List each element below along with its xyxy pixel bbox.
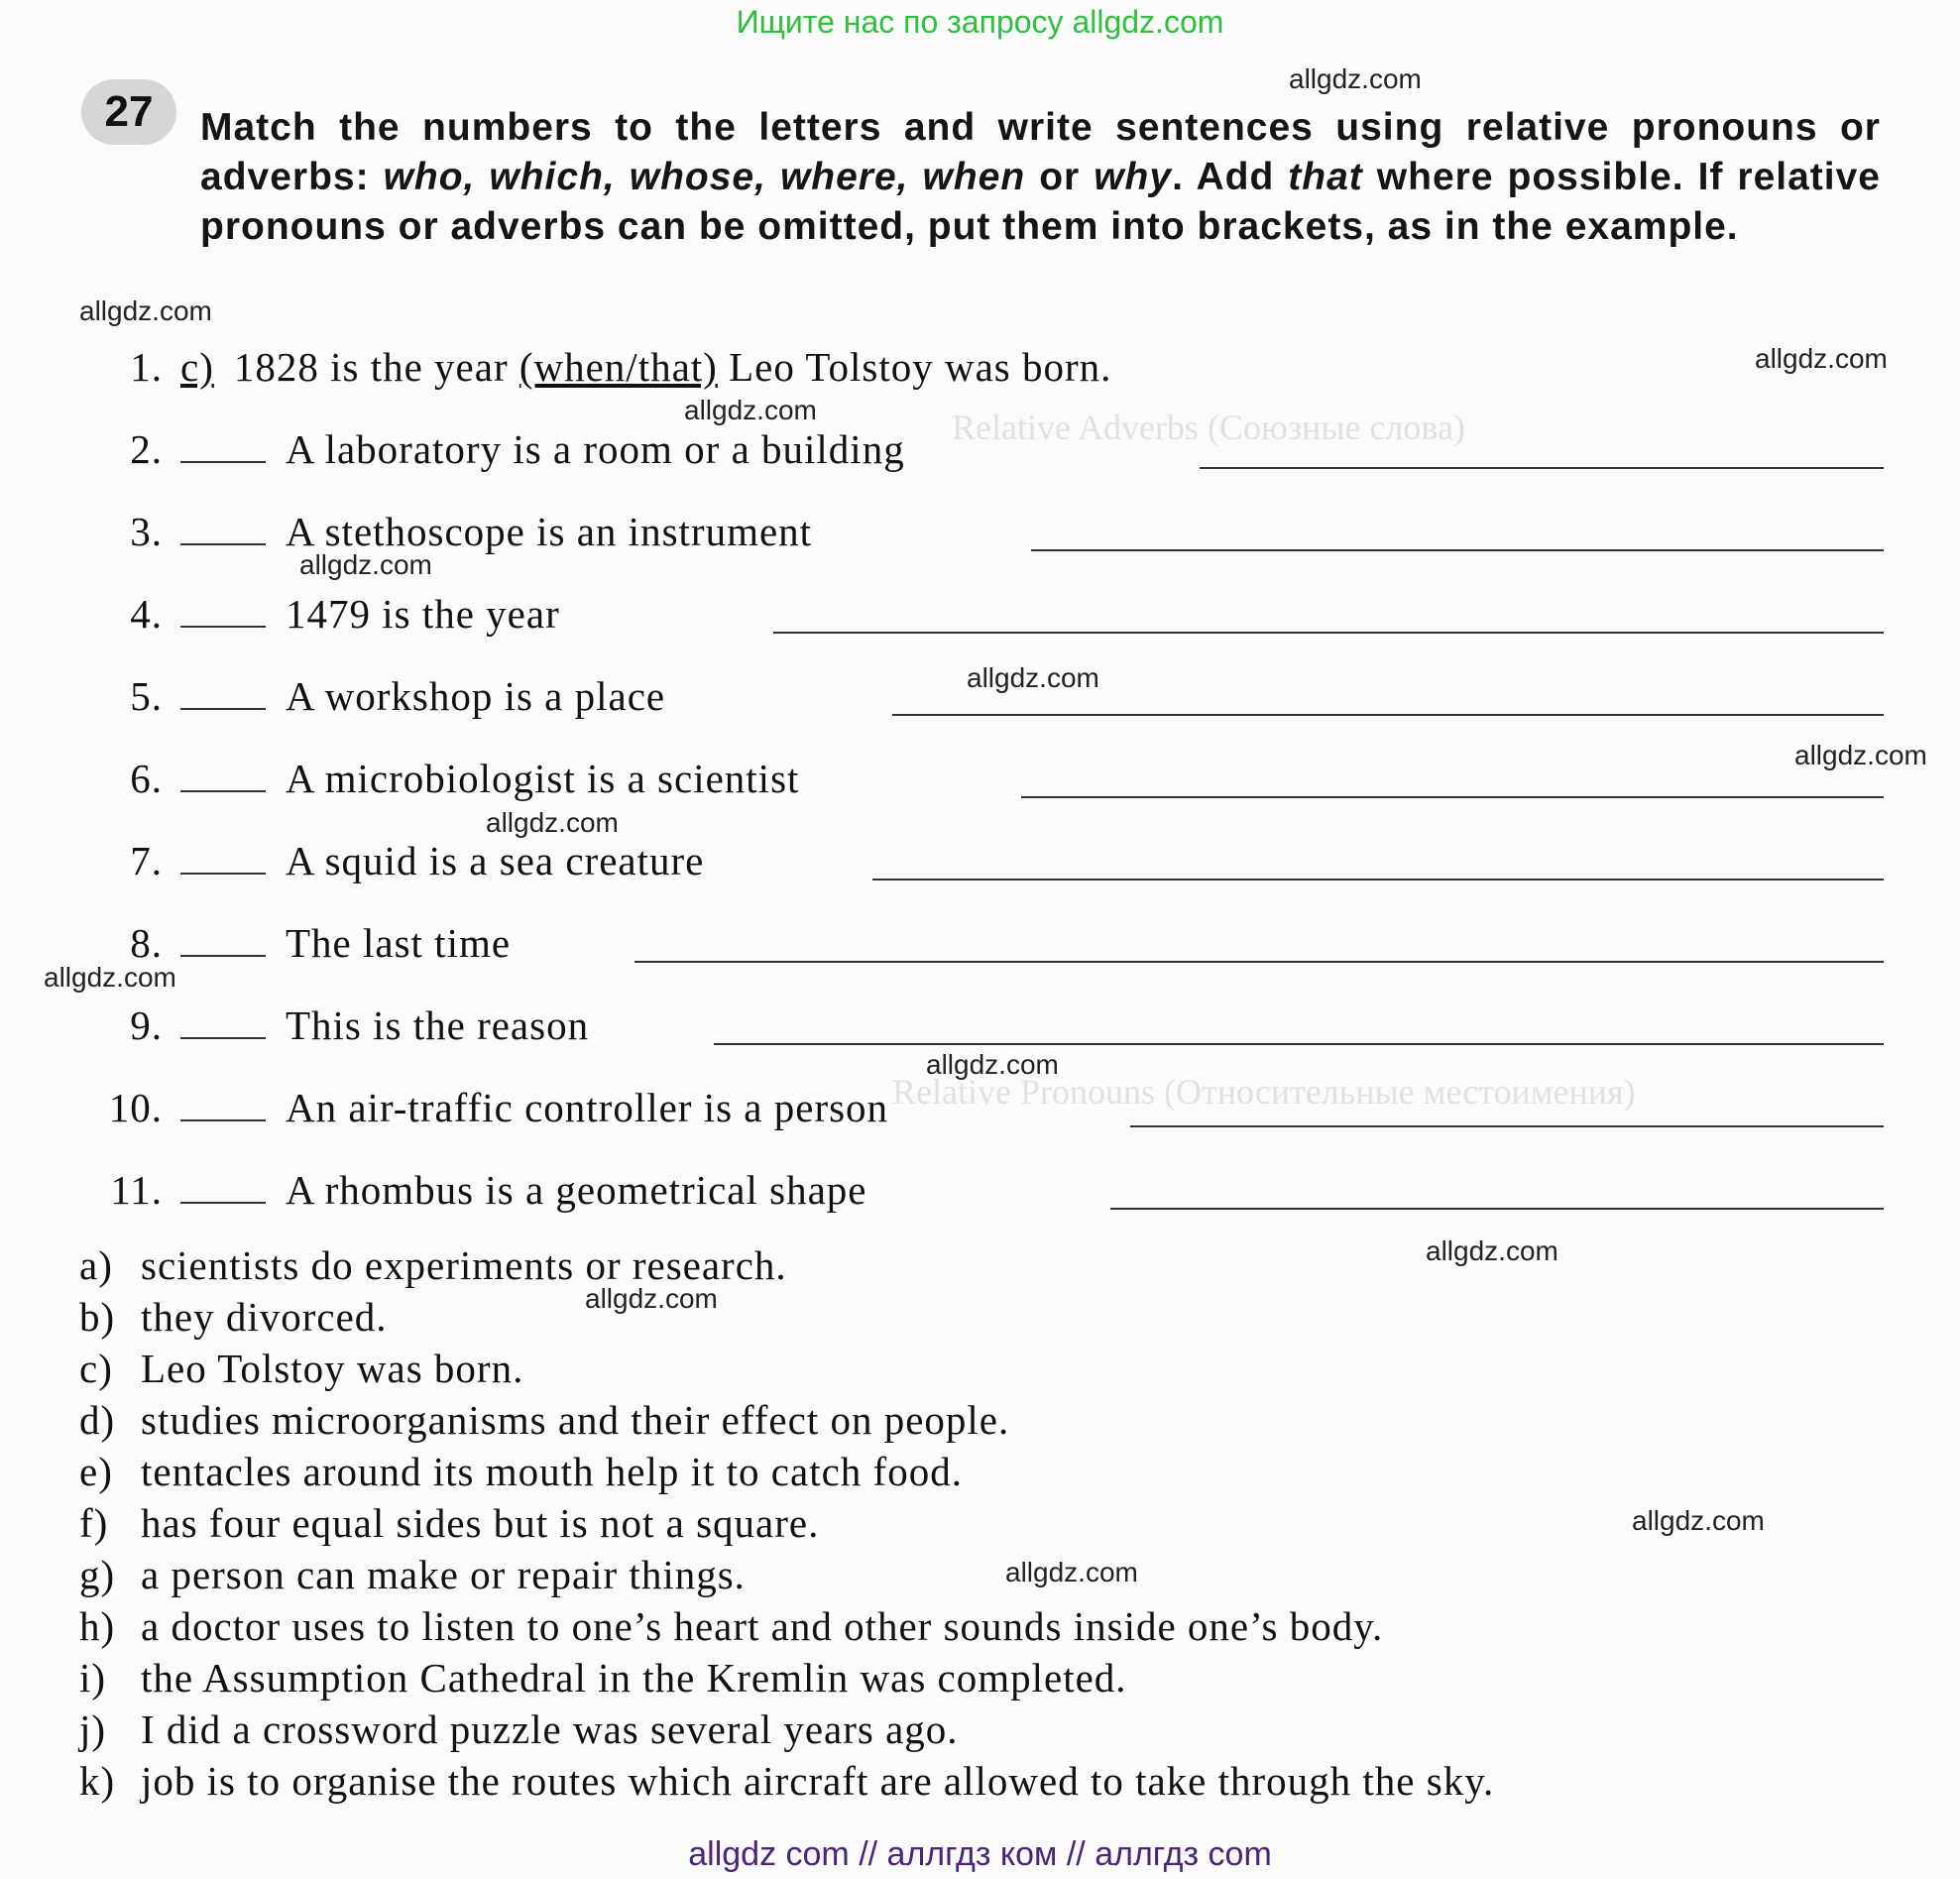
answer-blank[interactable] — [180, 1086, 266, 1121]
question-text: A workshop is a place — [286, 673, 666, 719]
option-item — [79, 1549, 1884, 1600]
question-number: 8. — [130, 920, 163, 966]
option-label: f) — [79, 1500, 109, 1546]
option-item — [79, 1343, 1884, 1394]
bottom-banner: allgdz com // аллгдз ком // аллгдз com — [688, 1835, 1272, 1873]
option-label: b) — [79, 1294, 116, 1340]
answer-blank[interactable] — [180, 839, 266, 875]
option-text: scientists do experiments or research. — [141, 1242, 787, 1288]
question-number: 11. — [110, 1167, 163, 1213]
option-item — [79, 1703, 1884, 1755]
question-row — [79, 584, 1884, 644]
question-number: 9. — [130, 1002, 163, 1048]
question-text: The last time — [286, 920, 512, 966]
question-text: A squid is a sea creature — [286, 838, 705, 883]
question-row — [79, 1078, 1884, 1137]
question-row — [79, 1160, 1884, 1220]
option-item — [79, 1239, 1884, 1291]
answer-blank[interactable] — [180, 510, 266, 545]
answer-blank[interactable] — [180, 674, 266, 710]
option-label: h) — [79, 1603, 116, 1649]
watermark: allgdz.com — [299, 549, 432, 580]
option-text: a person can make or repair things. — [141, 1552, 746, 1597]
option-text: Leo Tolstoy was born. — [141, 1346, 524, 1391]
example-row: 1. c) 1828 is the year (when/that) Leo Tolstoy was born. — [79, 337, 1884, 397]
answer-blank[interactable] — [180, 592, 266, 628]
option-text: I did a crossword puzzle was several years ago. — [141, 1706, 959, 1752]
answer-blank[interactable] — [180, 757, 266, 792]
exercise-instructions: Match the numbers to the letters and write sentences using relative pronouns or adverbs: who, which, whose, where, when or why. Add that where possible. If relative pronouns or adverbs can be omitted, put them into brackets, as in the example. — [200, 106, 1881, 248]
question-row — [79, 996, 1884, 1055]
answer-line[interactable] — [892, 714, 1884, 716]
top-banner: Ищите нас по запросу allgdz.com — [736, 4, 1224, 40]
question-number: 4. — [130, 591, 163, 637]
question-number: 2. — [130, 426, 163, 472]
question-row — [79, 749, 1884, 808]
question-row — [79, 913, 1884, 973]
answer-line[interactable] — [1031, 549, 1884, 551]
question-number: 5. — [130, 673, 163, 719]
option-text: studies microorganisms and their effect on people. — [141, 1397, 1010, 1443]
answer-line[interactable] — [1110, 1208, 1884, 1210]
option-item — [79, 1497, 1884, 1549]
question-text: A rhombus is a geometrical shape — [286, 1167, 867, 1213]
watermark: allgdz.com — [486, 807, 619, 838]
option-label: d) — [79, 1397, 116, 1443]
option-item — [79, 1652, 1884, 1703]
watermark: allgdz.com — [684, 395, 817, 425]
answer-blank[interactable] — [180, 427, 266, 463]
option-text: tentacles around its mouth help it to catch food. — [141, 1449, 963, 1494]
watermark: allgdz.com — [1755, 343, 1888, 374]
option-item — [79, 1446, 1884, 1497]
question-number: 10. — [108, 1085, 163, 1130]
option-text: the Assumption Cathedral in the Kremlin was completed. — [141, 1655, 1127, 1701]
question-number: 1. — [130, 344, 163, 390]
option-text: job is to organise the routes which aircraft are allowed to take through the sky. — [141, 1758, 1495, 1804]
option-label: k) — [79, 1758, 116, 1804]
watermark: allgdz.com — [1632, 1505, 1765, 1536]
pronoun-list: who, which, whose, where, when — [383, 156, 1026, 198]
option-item — [79, 1291, 1884, 1343]
options-list — [79, 1239, 1884, 1807]
answer-line[interactable] — [714, 1043, 1884, 1045]
option-label: c) — [79, 1346, 113, 1391]
answer-line[interactable] — [872, 879, 1884, 881]
question-text: This is the reason — [286, 1002, 590, 1048]
option-item — [79, 1394, 1884, 1446]
watermark: allgdz.com — [585, 1283, 718, 1314]
watermark: allgdz.com — [1005, 1557, 1138, 1587]
option-item — [79, 1600, 1884, 1652]
watermark: allgdz.com — [44, 962, 176, 993]
answer-blank[interactable] — [180, 921, 266, 957]
answer-blank[interactable] — [180, 1168, 266, 1204]
answer-line[interactable] — [1021, 796, 1884, 798]
watermark: allgdz.com — [1426, 1235, 1558, 1266]
question-number: 3. — [130, 509, 163, 554]
example-pronoun: (when/that) — [519, 344, 718, 390]
watermark: allgdz.com — [967, 662, 1099, 693]
answer-line[interactable] — [634, 961, 1884, 963]
question-text: A laboratory is a room or a building — [286, 426, 905, 472]
question-number: 7. — [130, 838, 163, 883]
question-text: A microbiologist is a scientist — [286, 756, 800, 801]
example-answer-letter: c) — [180, 344, 214, 390]
option-label: e) — [79, 1449, 113, 1494]
watermark: allgdz.com — [1289, 63, 1422, 94]
watermark: allgdz.com — [79, 295, 212, 326]
option-text: a doctor uses to listen to one’s heart and other sounds inside one’s body. — [141, 1603, 1384, 1649]
question-number: 6. — [130, 756, 163, 801]
bleed-through-text: Relative Pronouns (Относительные местоимения) — [892, 1072, 1636, 1112]
question-text: An air-traffic controller is a person — [286, 1085, 889, 1130]
question-row — [79, 831, 1884, 890]
option-label: i) — [79, 1655, 107, 1701]
answer-line[interactable] — [773, 632, 1884, 634]
option-text: they divorced. — [141, 1294, 388, 1340]
answer-blank[interactable] — [180, 1003, 266, 1039]
answer-line[interactable] — [1130, 1125, 1884, 1127]
exercise-number-badge: 27 — [81, 79, 176, 145]
question-row — [79, 419, 1884, 479]
option-text: has four equal sides but is not a square. — [141, 1500, 820, 1546]
question-text: A stethoscope is an instrument — [286, 509, 813, 554]
answer-line[interactable] — [1200, 467, 1884, 469]
option-label: a) — [79, 1242, 113, 1288]
question-text: 1479 is the year — [286, 591, 560, 637]
bleed-through-text: Relative Adverbs (Союзные слова) — [952, 408, 1465, 447]
watermark: allgdz.com — [1794, 740, 1927, 770]
option-item — [79, 1755, 1884, 1807]
watermark: allgdz.com — [926, 1049, 1059, 1080]
option-label: j) — [79, 1706, 107, 1752]
option-label: g) — [79, 1552, 116, 1597]
